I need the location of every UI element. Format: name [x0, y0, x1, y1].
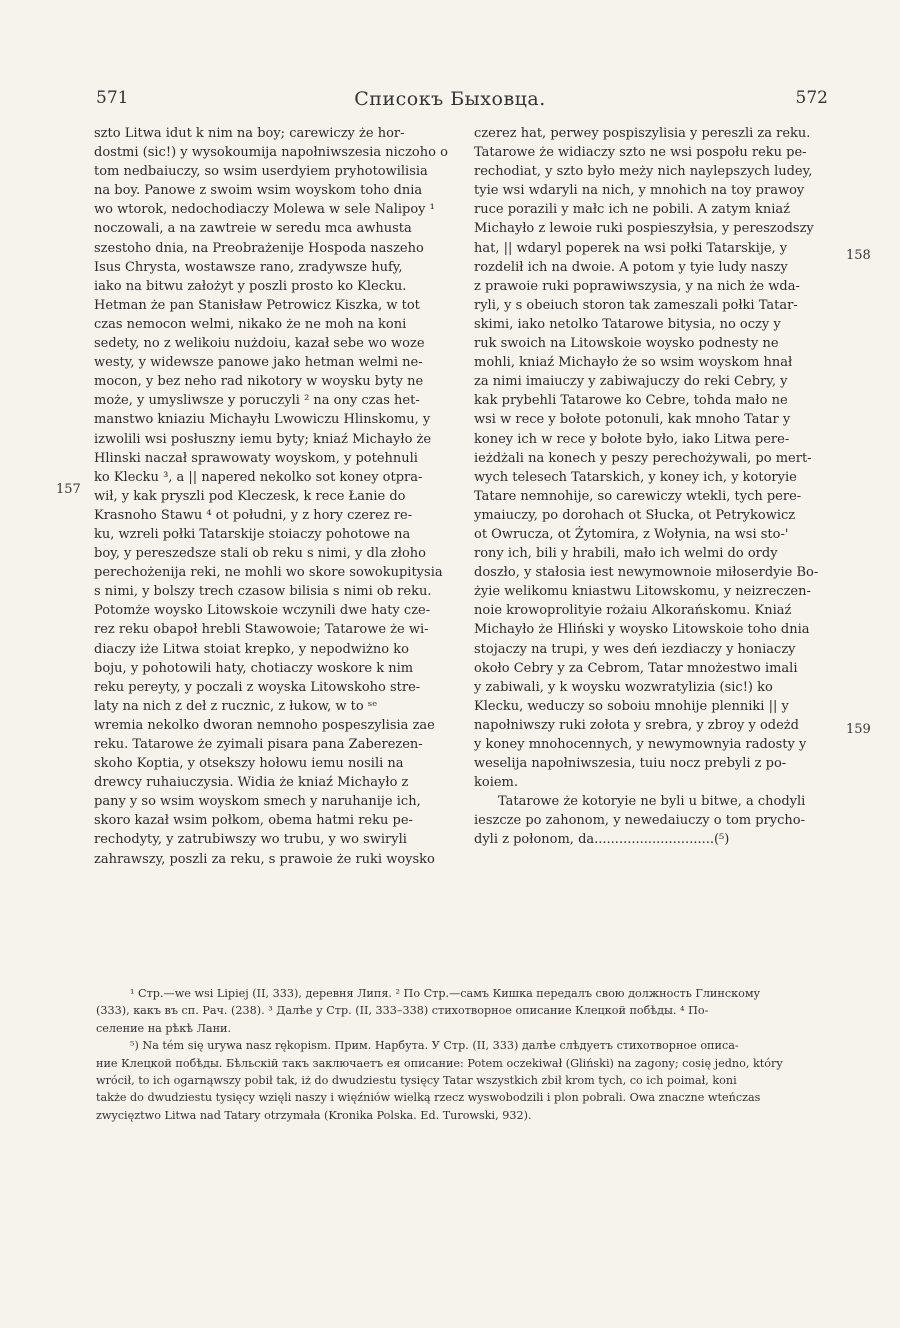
page-number-left: 571	[96, 88, 129, 108]
margin-line-number: 158	[846, 248, 871, 263]
text-column-right	[474, 124, 834, 850]
text-line: stojaczy na trupi, y wes deń iezdiaczy y honiaczy	[474, 641, 796, 657]
text-line: manstwo kniaziu Michayłu Lwowiczu Hlinskomu, y	[94, 412, 431, 428]
text-line: reku pereyty, y poczali z woyska Litowskoho stre-	[94, 679, 421, 695]
text-line: skoro kazał wsim połkom, obema hatmi reku pe-	[94, 813, 413, 829]
text-line: szto Litwa idut k nim na boy; carewiczy że hor-	[94, 126, 405, 141]
text-line: y zabiwali, y k woysku wozwratylizia (sic!) ko	[474, 679, 773, 695]
text-line: Potomże woysko Litowskoie wczynili dwe haty cze-	[94, 603, 431, 619]
text-line: ko Klecku ³, a || napered nekolko sot koney otpra-	[94, 469, 423, 485]
footnote-line: селение на рѣкѣ Лани.	[96, 1021, 232, 1035]
text-line: perechożenija reki, ne mohli wo skore sowokupitysia	[94, 565, 443, 581]
text-line: drewcy ruhaiuczysia. Widia że kniaź Michayło z	[94, 775, 409, 791]
text-line: Isus Chrysta, wostawsze rano, zradywsze hufy,	[94, 259, 403, 275]
text-line: rechodyty, y zatrubiwszy wo trubu, y wo swiryli	[94, 832, 407, 848]
text-line: ruce porazili y małc ich ne pobili. A zatym kniaź	[474, 202, 790, 218]
text-line: izwolili wsi posłuszny iemu byty; kniaź Michayło że	[94, 431, 432, 447]
text-line: rechodiat, y szto było meży nich naylepszych ludey,	[474, 164, 813, 180]
text-line: rozdelił ich na dwoie. A potom y tyie ludy naszy	[474, 259, 788, 275]
text-line: reku. Tatarowe że zyimali pisara pana Zaberezen-	[94, 737, 423, 752]
text-line: koiem.	[474, 775, 519, 791]
text-line: Tatarowe że kotoryie ne byli u bitwe, a chodyli	[498, 794, 806, 810]
text-line: diaczy iże Litwa stoiat krepko, y nepodwiżno ko	[94, 641, 409, 657]
text-line: Tatare nemnohije, so carewiczy wtekli, tych pere-	[474, 488, 802, 504]
text-line: Krasnoho Stawu ⁴ ot południ, y z hory czerez re-	[94, 507, 413, 523]
text-line: mohli, kniaź Michayło że so wsim woyskom hnał	[474, 355, 793, 371]
text-line: rony ich, bili y hrabili, mało ich welmi do ordy	[474, 546, 778, 562]
text-line: rez reku obapoł hrebli Stawowoie; Tatarowe że wi-	[94, 622, 429, 638]
text-line: doszło, y stałosia iest newymownoie miłoserdyie Bo-	[474, 565, 819, 581]
text-line: sedety, no z welikoiu nużdoiu, kazał sebe wo woze	[94, 336, 425, 352]
text-line: ruk swoich na Litowskoie woysko podnesty ne	[474, 336, 779, 352]
text-line: może, y umysliwsze y poruczyli ² na ony czas het-	[94, 393, 420, 409]
text-line: tyie wsi wdaryli na nich, y mnohich na toy prawoy	[474, 183, 805, 199]
text-line: Tatarowe że widiaczy szto ne wsi pospołu reku pe-	[474, 145, 807, 161]
text-line: pany y so wsim woyskom smech y naruhanije ich,	[94, 794, 421, 810]
text-line: wił, y kak pryszli pod Kleczesk, k rece Łanie do	[94, 488, 406, 504]
page-number-right: 572	[795, 88, 828, 108]
text-line: zahrawszy, poszli za reku, s prawoie że ruki woysko	[94, 851, 435, 867]
text-line: żyie welikomu kniastwu Litowskomu, y neizreczen-	[474, 584, 811, 600]
text-line: weselija napołniwszesia, tuiu nocz prebyli z po-	[474, 756, 787, 772]
text-line: Michayło że Hliński y woysko Litowskoie toho dnia	[474, 622, 810, 638]
text-line: iako na bitwu założyt y poszli prosto ko Klecku.	[94, 278, 407, 294]
text-line: ot Owrucza, ot Żytomira, z Wołynia, na wsi sto-'	[474, 526, 789, 542]
text-line: ku, wzreli połki Tatarskije stoiaczy pohotowe na	[94, 526, 411, 542]
text-line: noie krowoprolityie rożaiu Alkorańskomu. Kniaź	[474, 603, 792, 619]
footnote-line: także do dwudziestu tysięcy wzięli naszy i więźniów wielką rzecz wyswobodzili i plon pobrali. Owa znaczne wteńczas	[96, 1091, 761, 1105]
text-line: boy, y pereszedsze stali ob reku s nimi, y dla złoho	[94, 546, 426, 562]
text-line: wo wtorok, nedochodiaczy Molewa w sele Nalipoy ¹	[94, 202, 435, 218]
footnote-line: wrócił, to ich ogarnąwszy pobił tak, iż do dwudziestu tysięcy Tatar wszystkich zbił krom tych, co ich poimał, koni	[96, 1074, 737, 1088]
footnote-line: zwycięztwo Litwa nad Tatary otrzymała (Kronika Polska. Ed. Turowski, 932).	[96, 1108, 532, 1122]
text-line: skimi, iako netolko Tatarowe bitysia, no oczy y	[474, 316, 781, 332]
text-line: wsi w rece y bołote potonuli, kak mnoho Tatar y	[474, 412, 791, 428]
text-line: czas nemocon welmi, nikako że ne moh na koni	[94, 316, 407, 332]
text-line: s nimi, y bolszy trech czasow bilisia s nimi ob reku.	[94, 584, 432, 600]
margin-line-number: 159	[846, 722, 871, 737]
footnotes	[96, 985, 831, 1124]
text-line: Hlinski naczał sprawowaty woyskom, y potehnuli	[94, 450, 418, 466]
text-line: z prawoie ruki poprawiwszysia, y na nich że wda-	[474, 278, 800, 294]
footnote-line: (333), какъ въ сп. Рач. (238). ³ Далѣе у Стр. (II, 333–338) стихотворное описание Клецкой побѣды. ⁴ По-	[96, 1004, 709, 1018]
text-line: ieżdżali na konech y peszy perechożywali, po mert-	[474, 450, 812, 466]
text-line: Hetman że pan Stanisław Petrowicz Kiszka, w tot	[94, 297, 420, 313]
text-line: napołniwszy ruki zołota y srebra, y zbroy y odeżd	[474, 717, 799, 733]
text-line: około Cebry y za Cebrom, Tatar mnożestwo imali	[474, 660, 798, 676]
text-line: ymaiuczy, po dorohach ot Słucka, ot Petrykowicz	[474, 507, 796, 523]
text-line: westy, y widewsze panowe jako hetman welmi ne-	[94, 355, 423, 371]
text-line: czerez hat, perwey pospiszylisia y pereszli za reku.	[474, 126, 811, 141]
text-line: mocon, y bez neho rad nikotory w woysku byty ne	[94, 374, 424, 390]
text-line: kak prybehli Tatarowe ko Cebre, tohda mało ne	[474, 393, 788, 409]
text-line: dostmi (sic!) y wysokoumija napołniwszesia niczoho o	[94, 145, 448, 161]
text-column-left	[94, 124, 454, 869]
text-line: y koney mnohocennych, y newymownyia radosty y	[474, 737, 807, 752]
text-line: wych telesech Tatarskich, y koney ich, y kotoryie	[474, 469, 797, 485]
text-line: na boy. Panowe z swoim wsim woyskom toho dnia	[94, 183, 423, 199]
footnote-line: ние Клецкой побѣды. Бѣльскій такъ заключаетъ ея описание: Potem oczekiwał (Gliński) na zagony; cosię jedno, który	[96, 1056, 783, 1070]
text-line: za nimi imaiuczy y zabiwajuczy do reki Cebry, y	[474, 374, 788, 390]
text-line: dyli z połonom, da.............................(⁵)	[474, 832, 730, 848]
text-line: noczowali, a na zawtreie w seredu mca awhusta	[94, 221, 412, 237]
page-title: Списокъ Быховца.	[354, 88, 546, 110]
footnote-line: ⁵) Na tém się urywa nasz rękopism. Прим. Нарбута. У Стр. (II, 333) далѣе слѣдуетъ стихотворное описа-	[130, 1039, 739, 1053]
text-line: tom nedbaiuczy, so wsim userdyiem pryhotowilisia	[94, 164, 428, 180]
footnote-line: ¹ Стр.—we wsi Lipiej (II, 333), деревня Липя. ² По Стр.—самъ Кишка передалъ свою должность Глинскому	[130, 987, 761, 1000]
text-line: ryli, y s obeiuch storon tak zameszali połki Tatar-	[474, 297, 798, 313]
text-line: koney ich w rece y bołote było, iako Litwa pere-	[474, 431, 790, 447]
text-line: Michayło z lewoie ruki pospieszyłsia, y pereszodszy	[474, 221, 814, 237]
text-line: szestoho dnia, na Preobrażenije Hospoda naszeho	[94, 240, 424, 256]
text-line: hat, || wdaryl poperek na wsi połki Tatarskije, y	[474, 240, 788, 256]
text-line: skoho Koptia, y otsekszy hołowu iemu nosili na	[94, 756, 404, 772]
margin-line-number: 157	[56, 482, 81, 497]
text-line: wremia nekolko dworan nemnoho pospeszylisia zae	[94, 717, 435, 733]
text-line: ieszcze po zahonom, y newedaiuczy o tom prycho-	[474, 813, 805, 829]
text-line: boju, y pohotowili haty, chotiaczy woskore k nim	[94, 660, 414, 676]
text-line: Klecku, weduczy so soboiu mnohije plenniki || y	[474, 698, 789, 714]
text-line: laty na nich z deł z rucznic, z łukow, w to ˢᵉ	[94, 698, 378, 714]
